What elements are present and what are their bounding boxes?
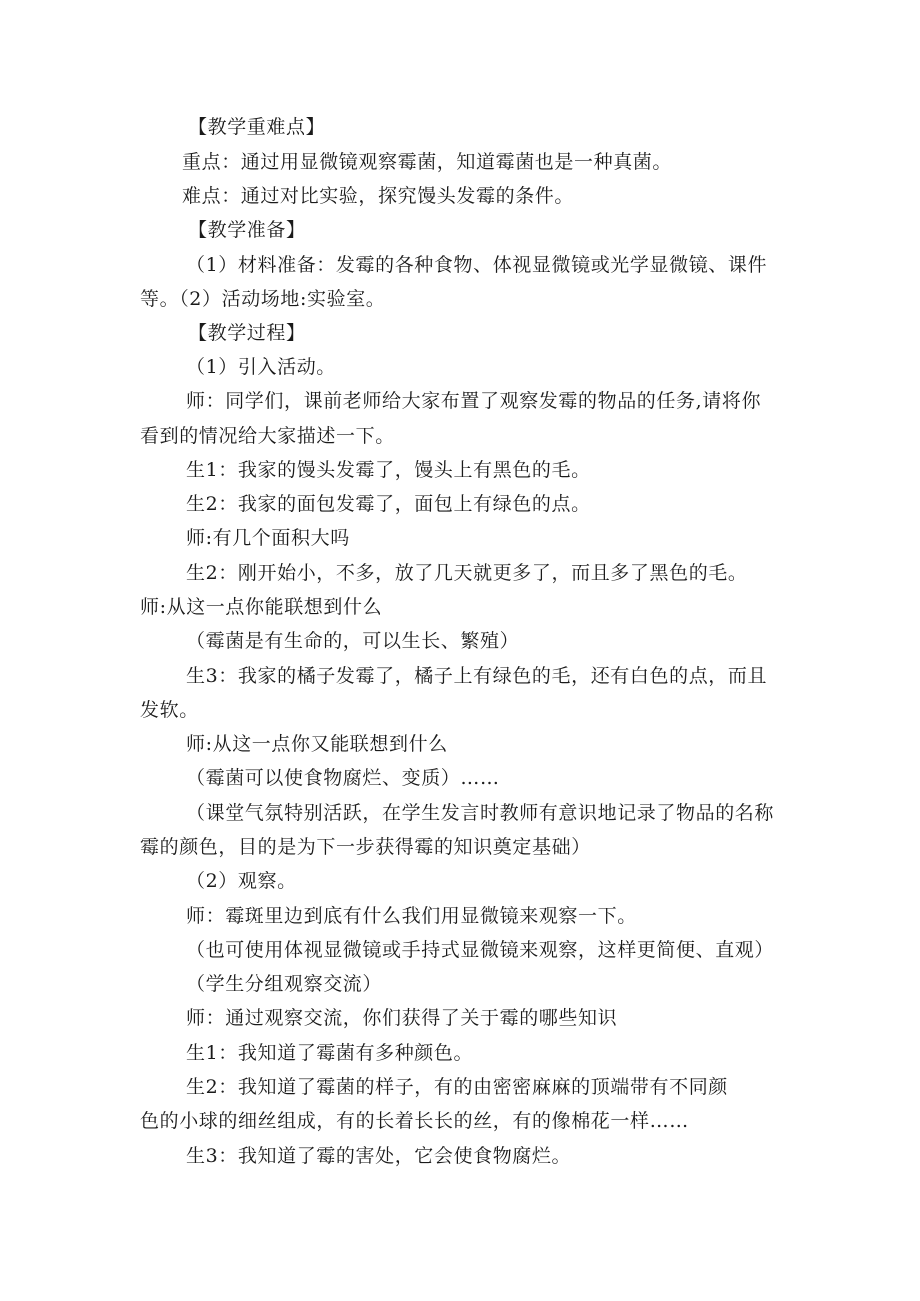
paragraph-line: 发软。 <box>140 699 199 721</box>
paragraph-line: （1）材料准备：发霉的各种食物、体视显微镜或光学显微镜、课件 <box>186 254 768 276</box>
paragraph-line: 生2：我家的面包发霉了，面包上有绿色的点。 <box>186 493 591 515</box>
paragraph-line: 师：通过观察交流，你们获得了关于霉的哪些知识 <box>186 1007 618 1029</box>
paragraph-line: 师:从这一点你能联想到什么 <box>140 596 383 618</box>
paragraph-line: 师:有几个面积大吗 <box>186 527 350 549</box>
paragraph-line: 师：同学们，课前老师给大家布置了观察发霉的物品的任务,请将你 <box>186 390 762 412</box>
paragraph-line: （也可使用体视显微镜或手持式显微镜来观察，这样更简便、直观） <box>186 939 775 961</box>
paragraph-line: （2）观察。 <box>186 870 297 892</box>
paragraph-line: 生2：我知道了霉菌的样子，有的由密密麻麻的顶端带有不同颜 <box>186 1076 728 1098</box>
paragraph-line: 生3：我知道了霉的害处，它会使食物腐烂。 <box>186 1145 572 1167</box>
section-heading-preparation: 【教学准备】 <box>188 219 306 241</box>
paragraph-line: （1）引入活动。 <box>186 356 336 378</box>
section-heading-key-points: 【教学重难点】 <box>188 116 326 138</box>
paragraph-line: 难点：通过对比实验，探究馒头发霉的条件。 <box>182 185 575 207</box>
paragraph-line: （课堂气氛特别活跃，在学生发言时教师有意识地记录了物品的名称 <box>186 802 775 824</box>
paragraph-line: （霉菌可以使食物腐烂、变质）…… <box>186 767 500 789</box>
paragraph-line: 重点：通过用显微镜观察霉菌，知道霉菌也是一种真菌。 <box>182 151 673 173</box>
paragraph-line: 生1：我家的馒头发霉了，馒头上有黑色的毛。 <box>186 459 591 481</box>
paragraph-line: 等。（2）活动场地:实验室。 <box>140 288 386 310</box>
paragraph-line: 霉的颜色，目的是为下一步获得霉的知识奠定基础） <box>140 836 591 858</box>
section-heading-process: 【教学过程】 <box>188 322 306 344</box>
paragraph-line: 生1：我知道了霉菌有多种颜色。 <box>186 1042 474 1064</box>
paragraph-line: （霉菌是有生命的，可以生长、繁殖） <box>186 630 520 652</box>
paragraph-line: 师：霉斑里边到底有什么我们用显微镜来观察一下。 <box>186 905 637 927</box>
paragraph-line: 色的小球的细丝组成，有的长着长长的丝，有的像棉花一样…… <box>140 1110 689 1132</box>
paragraph-line: 生2：刚开始小，不多，放了几天就更多了，而且多了黑色的毛。 <box>186 562 748 584</box>
paragraph-line: 生3：我家的橘子发霉了，橘子上有绿色的毛，还有白色的点，而且 <box>186 665 768 687</box>
paragraph-line: 看到的情况给大家描述一下。 <box>140 425 395 447</box>
paragraph-line: （学生分组观察交流） <box>186 973 383 995</box>
paragraph-line: 师:从这一点你又能联想到什么 <box>186 733 448 755</box>
